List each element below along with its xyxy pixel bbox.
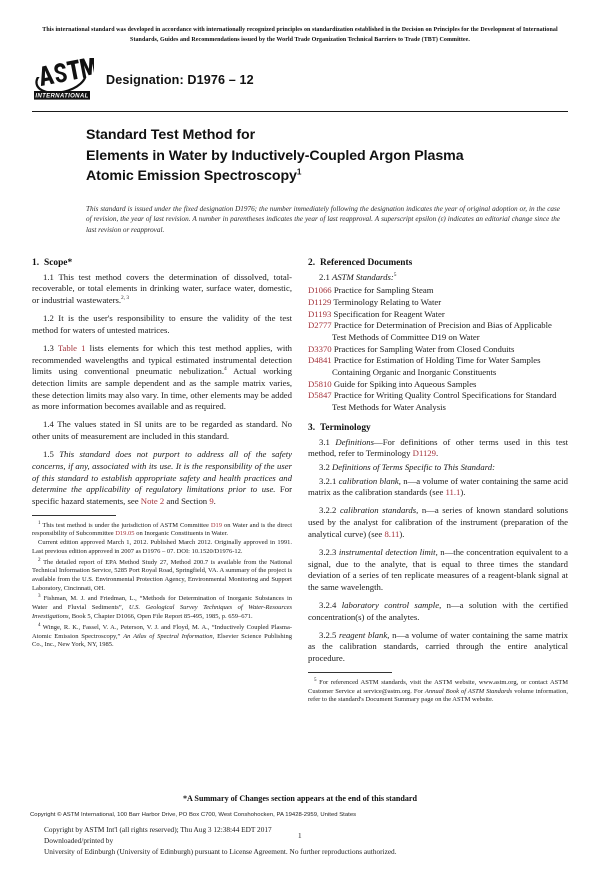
term-3-2-3-italic: instrumental detection limit	[338, 546, 436, 557]
footnote-3-text-b: , Book 5, Chapter D1066, Open File Report 85-495, 1985, p. 659–671.	[68, 613, 253, 621]
term-3-2-3-number: 3.2.3	[319, 546, 337, 557]
term-3-1-number: 3.1	[319, 436, 330, 447]
term-3-2-4-italic: laboratory control sample	[341, 599, 440, 610]
scope-1-5-end: .	[213, 495, 216, 506]
term-3-2-5-italic: reagent blank	[339, 629, 388, 640]
astm-standards-number: 2.1	[319, 271, 330, 282]
title-line-2: Elements in Water by Inductively-Coupled Argon Plasma	[86, 147, 464, 164]
term-3-2-italic: Definitions of Terms Specific to This Standard:	[332, 461, 496, 472]
term-3-2-2-text-a: , n—a series of known standard solutions used by the analyst for calibration of the instrument (preparation of the analytical curve) (see	[308, 505, 569, 539]
scope-1-3-text-a: lists elements for which this test method applies, with recommended wavelengths and typical estimated instrumental detection limits using conventional pneumatic nebulization.	[32, 343, 293, 377]
section-9-link[interactable]: 9	[209, 495, 214, 506]
summary-of-changes-note: *A Summary of Changes section appears at the end of this standard	[182, 794, 418, 803]
standard-title: Practices for Sampling Water from Closed Conduits	[333, 343, 515, 354]
title-block	[32, 125, 568, 186]
scope-1-4-number: 1.4	[43, 419, 54, 430]
astm-standards-subheading	[308, 272, 568, 284]
footnote-3-marker: 3	[38, 593, 41, 600]
standard-code-link[interactable]: D5847	[308, 390, 332, 401]
footnote-edition-info: Current edition approved March 1, 2012. Published March 2012. Originally approved in 1991. Last previous edition approved in 2007 as D1976 – 07. DOI: 10.1520/D1976-12.	[32, 539, 292, 555]
footnote-5	[308, 677, 568, 705]
footnote-4-text-a: Winge, R. K., Fassel, V. A., Peterson, V. J. and Floyd, M. A., “Inductively Coupled Plasma-Atomic Emission Spectroscopy,”	[32, 623, 292, 640]
term-3-2-5-number: 3.2.5	[319, 629, 337, 640]
standard-title: Terminology Relating to Water	[333, 297, 442, 308]
footnote-2	[32, 557, 292, 594]
terminology-paragraph-3-2-3	[308, 547, 568, 594]
footnote-4	[32, 622, 292, 650]
copyright-line: Copyright © ASTM International, 100 Barr Harbor Drive, PO Box C700, West Conshohocken, PA 19428-2959, United States	[30, 812, 357, 818]
license-line-1: Copyright by ASTM Int'l (all rights reserved); Thu Aug 3 12:38:44 EDT 2017	[44, 825, 272, 834]
scope-1-4-text: The values stated in SI units are to be regarded as standard. No other units of measurement are included in this standard.	[32, 419, 293, 442]
referenced-heading-label: Referenced Documents	[320, 257, 413, 268]
section-heading-referenced-documents	[308, 258, 568, 268]
footnote-5-text-b: volume information, refer to the standard's Document Summary page on the ASTM website.	[308, 687, 569, 704]
document-title	[86, 125, 568, 186]
designation-label: Designation: D1976 – 12	[106, 73, 254, 88]
term-3-2-2-italic: calibration standards	[339, 505, 417, 516]
footnote-1-text-b: on Water and is the direct responsibility of Subcommittee	[32, 521, 293, 538]
standard-code-link[interactable]: D4841	[308, 355, 332, 366]
terminology-paragraph-3-2-5	[308, 630, 568, 665]
standard-title: Guide for Spiking into Aqueous Samples	[333, 378, 477, 389]
term-3-1-italic: Definitions	[335, 436, 375, 447]
list-item[interactable]	[308, 344, 568, 356]
term-3-1-text-b: .	[436, 448, 439, 459]
footnote-5-marker: 5	[314, 676, 317, 683]
scope-1-5-mid: and Section	[164, 495, 210, 506]
astm-logo-icon	[32, 58, 94, 102]
table-1-link[interactable]: Table 1	[57, 343, 86, 353]
astm-standards-label: ASTM Standards:	[332, 271, 394, 282]
terminology-paragraph-3-2-2	[308, 505, 568, 540]
term-3-2-3-text: , n—the concentration equivalent to a signal, due to the analyte, that is equal to three times the standard deviation of a series of ten replicate measures of a reagent-blank signal at the same wavelength.	[308, 546, 569, 592]
term-3-2-4-number: 3.2.4	[319, 599, 337, 610]
footnote-4-text-b: , Elsevier Science Publishing Co., Inc., New York, NY, 1985.	[32, 632, 292, 649]
standard-title: Specification for Reagent Water	[333, 308, 445, 319]
scope-1-3-number: 1.3	[43, 343, 54, 353]
term-3-2-4-text: , n—a solution with the certified concentration(s) of the analytes.	[308, 599, 568, 622]
list-item[interactable]	[308, 379, 568, 391]
term-3-2-number: 3.2	[319, 461, 330, 472]
standard-code-link[interactable]: D2777	[308, 320, 332, 331]
footnote-2-marker: 2	[38, 556, 41, 563]
referenced-standards-list	[308, 285, 568, 413]
term-3-2-1-number: 3.2.1	[319, 475, 337, 486]
terminology-paragraph-3-2	[308, 462, 568, 474]
footnote-4-italic: An Atlas of Spectral Information	[123, 632, 213, 640]
document-page	[0, 26, 600, 876]
standard-title: Practice for Determination of Precision and Bias of Applicable Test Methods of Committee D19 on Water	[332, 320, 552, 342]
term-3-2-2-number: 3.2.2	[319, 505, 337, 516]
standard-preamble: This standard is issued under the fixed designation D1976; the number immediately following the designation indicates the year of original adoption or, in the case of revision, the year of last revision. A number in parentheses indicates the year of last reapproval. A superscript epsilon (ε) indicates an editorial change since the last revision or reapproval.	[86, 204, 560, 235]
footnote-1	[32, 520, 292, 540]
scope-1-5-number: 1.5	[43, 449, 54, 460]
footnote-3-italic: U.S. Geological Survey Techniques of Water-Resources Investigations	[32, 604, 293, 621]
term-3-2-1-italic: calibration blank	[338, 475, 399, 486]
term-3-2-2-text-b: ).	[399, 528, 405, 539]
scope-paragraph-1-1	[32, 272, 292, 307]
footnote-3	[32, 593, 292, 621]
terminology-heading-number: 3.	[308, 422, 316, 433]
right-footnote-rule	[308, 672, 392, 673]
scope-1-5-tail: For specific hazard statements, see	[32, 484, 292, 506]
term-3-2-1-text-a: , n—a volume of water containing the same acid matrix as the calibration standards (see	[308, 475, 568, 498]
list-item[interactable]	[308, 355, 568, 378]
page-number: 1	[298, 832, 302, 840]
footnote-3-text-a: Fishman, M. J. and Friedman, L., “Methods for Determination of Inorganic Substances in Water and Fluvial Sediments”,	[32, 595, 293, 612]
scope-1-5-italic-text: This standard does not purport to address all of the safety concerns, if any, associated with its use. It is the responsibility of the user of this standard to establish appropriate safety and health practices and determine the applicability of regulatory limitations prior to use.	[32, 449, 292, 495]
title-footnote-marker: 1	[296, 167, 302, 177]
designation-header	[32, 58, 568, 102]
left-footnote-rule	[32, 515, 116, 516]
standard-code-link[interactable]: D1193	[308, 308, 332, 319]
committee-d19-link[interactable]: D19	[210, 521, 223, 529]
standard-title: Practice for Sampling Steam	[333, 285, 434, 296]
referenced-heading-number: 2.	[308, 257, 316, 268]
scope-paragraph-1-2	[32, 313, 292, 336]
standard-code-link[interactable]: D3370	[308, 343, 332, 354]
list-item[interactable]	[308, 285, 568, 297]
scope-paragraph-1-4	[32, 419, 292, 442]
terminology-paragraph-3-1	[308, 437, 568, 460]
scope-1-1-number: 1.1	[43, 271, 54, 282]
standard-title: Practice for Writing Quality Control Specifications for Standard Test Methods for Water Analysis	[332, 390, 557, 412]
right-footnotes	[308, 677, 568, 705]
license-block	[44, 825, 397, 857]
list-item[interactable]	[308, 390, 568, 413]
footnote-4-marker: 4	[38, 621, 41, 628]
term-3-2-5-text: , n—a volume of water containing the same matrix as the calibration standards, carried through the entire analytical procedure.	[308, 629, 569, 664]
scope-heading-label: Scope*	[44, 257, 73, 268]
footnote-5-text-a: For referenced ASTM standards, visit the ASTM website, www.astm.org, or contact ASTM Customer Service at service@astm.org. For	[308, 678, 569, 695]
terminology-paragraph-3-2-4	[308, 600, 568, 623]
footnote-1-text-a: This test method is under the jurisdiction of ASTM Committee	[42, 521, 211, 529]
svg-text:INTERNATIONAL: INTERNATIONAL	[35, 93, 89, 101]
scope-1-2-number: 1.2	[43, 313, 54, 324]
scope-1-2-text: It is the user's responsibility to ensure the validity of the test method for waters of untested matrices.	[32, 313, 292, 335]
term-3-2-1-text-b: ).	[460, 487, 466, 498]
license-line-2: Downloaded/printed by	[44, 835, 114, 845]
standard-code-link[interactable]: D1129	[308, 297, 332, 308]
note-2-link[interactable]: Note 2	[140, 495, 165, 506]
left-column	[32, 258, 292, 705]
standard-code-link[interactable]: D5810	[308, 378, 332, 389]
list-item[interactable]	[308, 320, 568, 343]
standard-code-link[interactable]: D1066	[308, 285, 332, 296]
terminology-d1129-link[interactable]: D1129	[412, 448, 436, 459]
terminology-paragraph-3-2-1	[308, 476, 568, 499]
footnote-2-text: The detailed report of EPA Method Study 27, Method 200.7 is available from the National Technical Information Service, 5285 Port Royal Road, Springfield, VA. A summary of the project is available from the U.S. Environmental Protection Agency, Environmental Monitoring and Support Laboratory, Cincinnati, OH.	[32, 558, 292, 592]
section-8-11-link[interactable]: 8.11	[384, 528, 400, 539]
scope-1-3-footnote-marker: 4	[224, 366, 227, 373]
footnote-1-marker: 1	[38, 519, 41, 526]
scope-paragraph-1-5	[32, 449, 292, 507]
scope-1-3-text-b: Actual working detection limits are sample dependent and as the sample matrix varies, these detection limits may also vary. In time, other elements may be added as more information becomes available and as required.	[32, 366, 292, 412]
title-line-1: Standard Test Method for	[86, 127, 256, 144]
header-rule	[32, 111, 568, 112]
scope-1-1-footnote-marker: 2, 3	[121, 295, 130, 302]
subcommittee-d1905-link[interactable]: D19.05	[115, 530, 135, 538]
scope-heading-number: 1.	[32, 257, 40, 268]
term-3-1-text-a: —For definitions of other terms used in this test method, refer to Terminology	[308, 436, 568, 459]
section-heading-scope	[32, 258, 292, 268]
astm-standards-footnote-marker: 5	[393, 271, 397, 278]
section-heading-terminology	[308, 423, 568, 433]
left-footnotes	[32, 520, 292, 650]
right-column	[308, 258, 568, 705]
body-columns	[32, 258, 568, 705]
title-line-3: Atomic Emission Spectroscopy	[86, 168, 297, 185]
tbt-notice: This international standard was developed in accordance with internationally recognized principles on standardization established in the Decision on Principles for the Development of International Standards, Guides and Recommendations issued by the World Trade Organization Technical Barriers to Trade (TBT) Committee.	[42, 27, 558, 43]
footnote-1-text-c: on Inorganic Constituents in Water.	[134, 530, 229, 538]
list-item[interactable]	[308, 309, 568, 321]
scope-1-1-text: This test method covers the determination of dissolved, total-recoverable, or total elements in drinking water, surface water, domestic, or industrial wastewaters.	[32, 271, 293, 306]
terminology-heading-label: Terminology	[320, 422, 371, 433]
list-item[interactable]	[308, 297, 568, 309]
standard-title: Practice for Estimation of Holding Time for Water Samples Containing Organic and Inorganic Constituents	[332, 355, 541, 377]
section-11-1-link[interactable]: 11.1	[445, 487, 461, 498]
license-line-3: University of Edinburgh (University of Edinburgh) pursuant to License Agreement. No further reproductions authorized.	[44, 846, 397, 856]
footnote-5-italic: Annual Book of ASTM Standards	[424, 687, 513, 695]
scope-paragraph-1-3	[32, 343, 292, 413]
